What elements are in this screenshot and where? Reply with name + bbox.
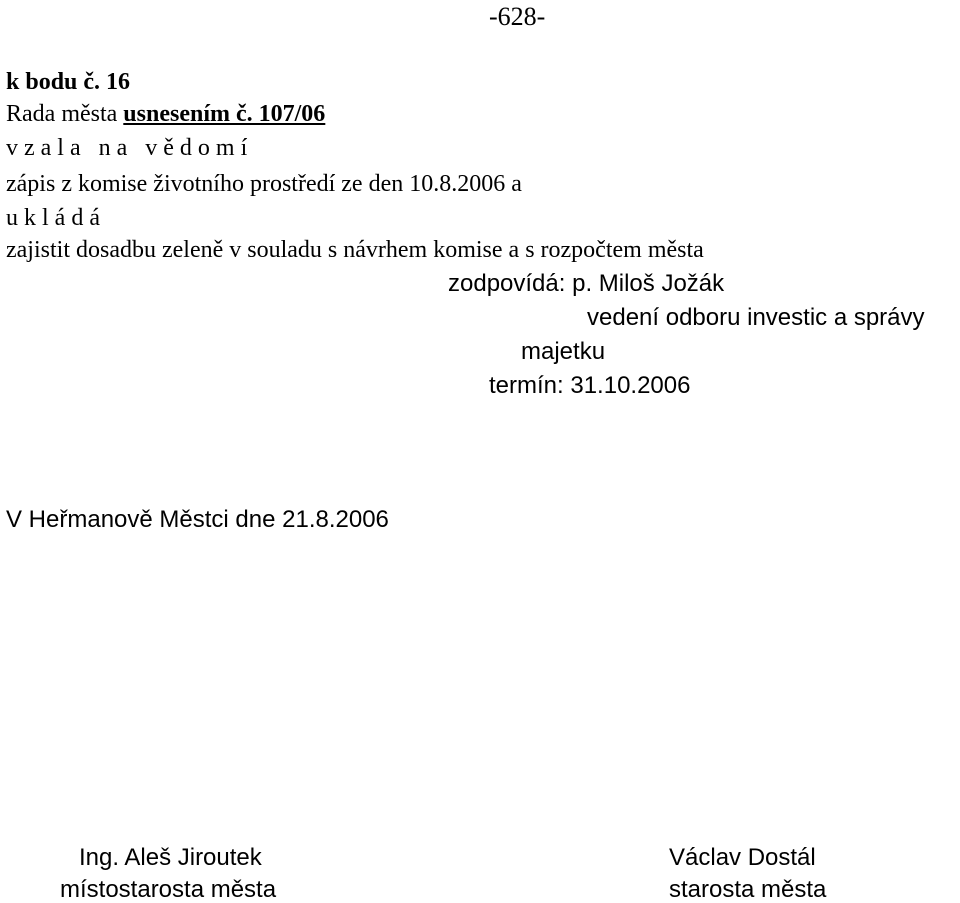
- resolution-line: [6, 102, 325, 126]
- deadline: termín: 31.10.2006: [489, 372, 691, 399]
- page-number: -628-: [489, 2, 546, 31]
- resolution-prefix: Rada města: [6, 101, 124, 127]
- agenda-heading: k bodu č. 16: [6, 69, 131, 95]
- resolution-reference: usnesením č. 107/06: [123, 101, 326, 127]
- department-line-1: vedení odboru investic a správy: [587, 304, 925, 331]
- signature-left-title: místostarosta města: [60, 876, 277, 903]
- orders-text: zajistit dosadbu zeleně v souladu s návrhem komise a s rozpočtem města: [6, 237, 704, 263]
- orders-label: u k l á d á: [6, 205, 100, 231]
- department-line-2: majetku: [521, 338, 606, 365]
- noted-text: zápis z komise životního prostředí ze den 10.8.2006 a: [6, 171, 522, 197]
- signature-left-name: Ing. Aleš Jiroutek: [79, 844, 262, 871]
- noted-label: v z a l a n a v ě d o m í: [6, 135, 248, 161]
- responsible-person: zodpovídá: p. Miloš Jožák: [448, 270, 725, 297]
- place-and-date: V Heřmanově Městci dne 21.8.2006: [6, 506, 389, 533]
- signature-right-title: starosta města: [669, 876, 827, 903]
- signature-right-name: Václav Dostál: [669, 844, 816, 871]
